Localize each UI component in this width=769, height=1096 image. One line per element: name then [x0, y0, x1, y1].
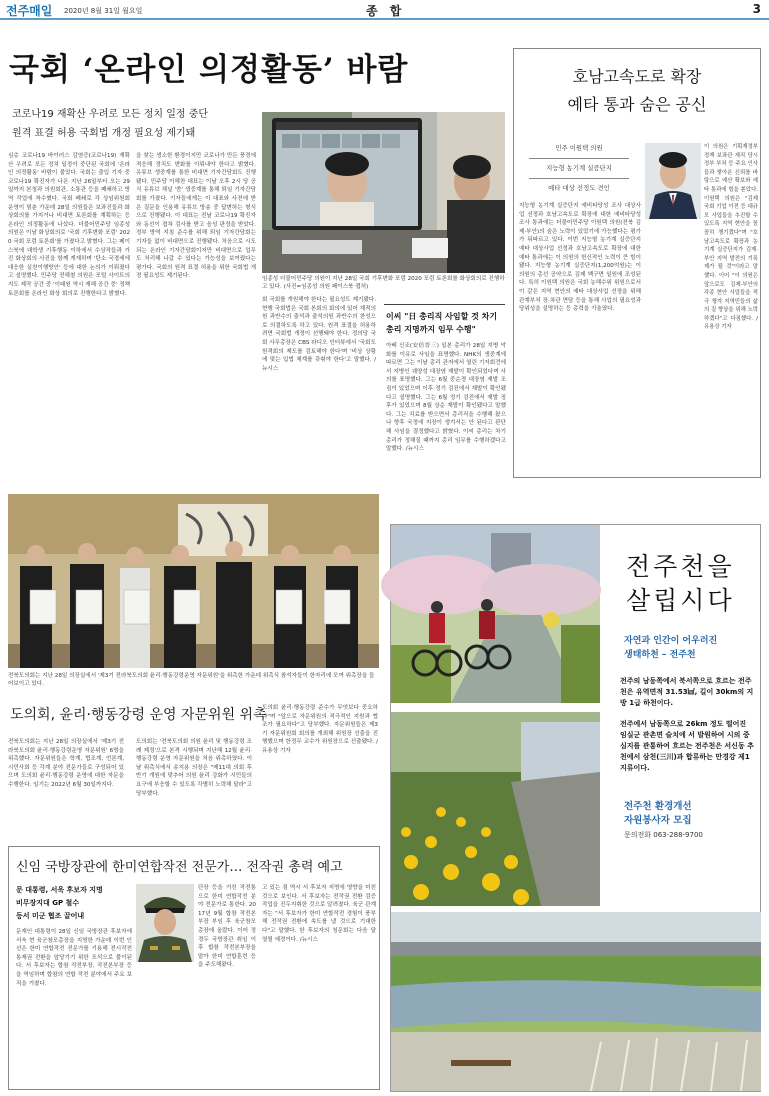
right-box-rule-2: [529, 178, 629, 179]
defense-col2: 단장 등을 거친 작전통으로 한미 연합작전 분야 전문가로 통한다. 2017년 9월 합참 작전본부장 부임 후 육군참모총장에 올랐다. 이어 정경두 국방장관 취임 이후 합참 작전본부장을 맡아 한미 연합훈련 등을 주도해왔다.: [198, 885, 256, 969]
ad-org-1: 전주천 환경개선: [624, 801, 692, 812]
abe-rule: [384, 304, 505, 305]
council-col3: 도의회 윤리·행동강령 준수가 무엇보다 중요하다"며 "앞으로 자문위원의 적극적인 지원과 협조가 필요하다"고 당부했다. 자문위원들은 제3기 자문위원회 회의를 개최해 위원장 선출을 진행했으며 한정무 교수가 위원장으로 선출됐다. /유용상 기자: [262, 705, 378, 754]
defense-portrait: [136, 884, 194, 962]
ad-title-1: 전주천을: [626, 552, 735, 581]
ad-org-2: 자원봉사자 모집: [624, 815, 692, 826]
right-box-subhead-2: 지능형 농기계 실증단지: [546, 164, 612, 172]
defense-headline: 신임 국방장관에 한미연합작전 전문가… 전작권 총력 예고: [16, 860, 343, 875]
right-box-subheads: [519, 143, 639, 194]
ad-photo-cyclists: [391, 525, 600, 703]
main-headline: 국회 ‘온라인 의정활동’ 바람: [9, 52, 409, 88]
right-box-body-left: 지능형 농기계 실증단지 예비타당성 조사 대상사업 선정과 호남고속도로 확장에 대한 예비타당성 조사 통과에는 더불어민주당 이원택 의원(전북 김제·부안)의 숨은 노력이 있었기에 가능했다는 평가가 뒤따르고 있다. 이번 지능형 농기계 실증단지 예타 대상사업 선정과 호남고속도로 확장에 대한 예타 통과에는 이 의원의 헌신적인 노력이 큰 힘이 됐다. 지능형 농기계 실증단지(1,200억원)는 이 의원의 총선 공약으로 김제 백구면 일원에 조성된다. 특히 이원택 의원은 국회 농해수위 위원으로서 이 같은 지역 현안의 예타 대상사업 선정을 위해 관계부처 장·차관 면담 등을 통해 사업의 필요성과 당위성을 설명하는 등 총력을 기울였다.: [519, 203, 641, 313]
ad-title-2: 살립시다: [626, 586, 735, 615]
defense-subheads: [16, 884, 132, 923]
page-number: 3: [752, 2, 761, 16]
right-box-body-right: 이 의원은 기획재정부 정책 보좌관 재직 당시 정부 부처 등 주요 인사들과 쌓아온 신뢰를 바탕으로 예산 확보와 예타 통과에 힘을 쏟았다. 이원택 의원은 "김제 국회 기업 이전 등 대규모 사업들을 추진할 수 있도록 지역 현안을 꼼꼼히 챙기겠다"며 "호남고속도로 확장과 농기계 실증단지가 김제·부안 지역 발전의 기폭제가 될 것"이라고 말했다. 이어 "이 의원은 앞으로도 김제·부안의 각종 현안 사업들을 적극 챙겨 지역민들의 삶의 질 향상을 위해 노력하겠다"고 다짐했다. /유용상 기자: [704, 144, 758, 331]
council-col2: 도의회는 '전북도의회 의원 윤리 및 행동강령 조례 제정'으로 본격 시행되며 지난해 12월 윤리·행동강령 운영 자문위원을 처음 위촉하였다. 이날 위촉식에서 송지용 의장은 "제11대 의회 후반기 개원에 맞추어 의원 윤리 강화가 시민들의 요구에 부응할 수 있도록 각별히 노력해 달라"고 당부했다.: [136, 739, 252, 797]
issue-date: 2020년 8월 31일 월요일: [64, 7, 143, 15]
river-illustration: [391, 912, 761, 1091]
main-article-col3: 회 국회를 개원해야 한다는 필요성도 제기됐다. 현행 국회법은 국회 본회의 회의에 있어 재적의원 과반수의 출석과 출석의원 과반수의 찬성으로 의결하도록 하고 있다. 원격 표결을 허용하려면 국회법 개정이 선행돼야 한다. 정의당 국회 사무총장은 CBS 라디오 인터뷰에서 '국회도 원격회의 제도를 검토해야 한다'며 '비상 상황에 맞는 입법 체계를 갖춰야 한다'고 말했다. /뉴시스: [262, 297, 376, 372]
right-box-title-2: 예타 통과 숨은 공신: [567, 95, 707, 114]
council-photo-caption: 전북도의회는 지난 28일 의장실에서 '제3기 전라북도의회 윤리·행동강령운영 자문위원'을 위촉한 가운데 위촉식 참석자들이 한자리에 모여 위촉장을 들어보이고 있다.: [8, 673, 375, 687]
main-photo-caption: [262, 275, 505, 291]
section-title: 종 합: [366, 4, 406, 18]
portrait-illustration: [645, 143, 701, 219]
right-box-subhead-1: 민주 이원택 의원: [555, 144, 603, 152]
council-col1: 전북도의회는 지난 28일 의장실에서 '제3기 전라북도의회 윤리·행동강령운영 자문위원' 6명을 위촉했다. 자문위원들은 학계, 법조계, 언론계, 시민사회 등 각계 분야 전문가들로 구성되어 있으며 도의회 윤리·행동강령 운영에 대한 자문을 수행한다. 임기는 2022년 6월 30일까지다.: [8, 739, 124, 788]
main-photo-caption-text: 임종성 더불어민주당 의원이 지난 28일 국회 기후변화 포럼 2020 포럼 토론회를 화상회의로 진행하고 있다.: [262, 276, 505, 290]
defense-subhead-3: 등서 미군 협조 끌어내: [16, 912, 85, 920]
right-box-subhead-3: 예타 대상 선정도 견인: [548, 184, 610, 192]
cyclists-illustration: [391, 525, 600, 703]
ad-contact: 문의전화 063-288-9700: [624, 831, 703, 839]
group-photo-illustration: [8, 494, 379, 668]
ad-body-1: 전주의 남동쪽에서 북서쪽으로 흐르는 전주천은 유역면적 31.53㎢, 길이 30km의 지방 1급 하천이다.: [620, 677, 754, 707]
ad-photo-river: [391, 912, 761, 1091]
abe-article-body: 아베 신조(安倍晋三) 일본 총리가 28일 지병 악화를 이유로 사임을 표명했다. NHK의 생중계에 따르면 그는 이날 총리 관저에서 열린 기자회견에서 지병인 궤양성 대장염 재발이 확인되었다며 사의를 표명했다. 그는 6월 중순경 대장염 재발 조짐이 있었으며 이후 정기 검진에서 재발이 확인됐다고 설명했다. 그는 6월 정기 검진에서 재발 징후가 있었으며 8월 상순 재발이 확인됐다고 말했다. 그는 치료를 받으면서 총리직을 수행해 왔으나 향후 국정에 지장이 생겨서는 안 된다고 판단해 사임을 결정했다고 밝혔다. 이씨 총리는 차기 총리가 정해질 때까지 총리 임무를 수행하겠다고 말했다. /뉴시스: [386, 343, 506, 453]
defense-subhead-2: 비무장지대 GP 철수: [16, 899, 80, 907]
defense-col1: 문재인 대통령이 28일 신임 국방장관 후보자에 서욱 현 육군참모총장을 지명한 가운데 이번 인선은 한미 연합작전 전문가를 기용해 전시작전통제권 전환을 앞당기기 위한 포석으로 풀이된다. 서 후보자는 합참 작전부장, 작전본부장 등을 역임하며 합참의 연합 작전 분야에서 주요 보직을 거쳤다.: [16, 929, 132, 987]
main-article-col2: 을 찾는 생소한 환경이지만 코로나가 만든 풍경에 적응해 정치도 변화를 이뤄내야 한다고 밝혔다. 유튜브 생중계를 통한 비대면 기자간담회도 진행됐다. 민주당 이해찬 대표는 이날 오후 2시 당 공식 유튜브 채널 '씀' 생중계를 통해 퇴임 기자간담회를 가졌다. 기자들에게는 이 대표와 사전에 받은 질문을 인용해 유튜브 방송 중 답변하는 형식으로 진행됐다. 이 대표는 전날 코로나19 확진자와 동선이 겹쳐 검사를 받고 음성 판정을 받았다. 정부 방역 지침 준수를 위해 퇴임 기자간담회는 기자들 없이 비대면으로 진행됐다. 처음으로 시도되는 온라인 기자간담회이지만 비대면으로 업무도 처리해 나갈 수 있다는 가능성을 보여줬다는 평가다. 국회의 원격 표결 허용을 위한 국회법 개정 필요성도 제기된다.: [136, 153, 256, 280]
ad-text-panel: [604, 528, 758, 908]
council-headline: 도의회, 윤리·행동강령 운영 자문위원 위촉: [10, 707, 267, 723]
right-box-rule-1: [529, 158, 629, 159]
main-subhead-1: 코로나19 재확산 우려로 모든 정치 일정 중단: [12, 109, 209, 120]
video-conference-illustration: [262, 112, 505, 273]
abe-headline: 이씨 "日 총리직 사임할 것 차기 총리 지명까지 임무 수행": [386, 312, 498, 334]
defense-col3: 고 있는 점 역시 서 후보자 지명에 영향을 미친 것으로 보인다. 서 후보자는 전작권 전환 검증 작업을 진두지휘한 것으로 알려졌다. 육군 관계자는 "서 후보자가 한미 연합작전 경험이 풍부해 전작권 전환에 속도를 낼 것으로 기대한다"고 말했다. 한 후보자의 청문회는 다음 달 열릴 예정이다. /뉴시스: [262, 885, 376, 943]
ad-photo-flowers: [391, 712, 600, 906]
main-photo-credit: (사진=임종성 의원 페이스북 캡처): [283, 284, 369, 290]
ad-tagline-1: 자연과 인간이 어우러진: [624, 636, 718, 646]
main-photo: [262, 112, 505, 273]
main-subhead-2: 원격 표결 허용 국회법 개정 필요성 제기돼: [12, 128, 196, 139]
right-box-title-1: 호남고속도로 확장: [572, 67, 702, 86]
ad-tagline-2: 생태하천 – 전주천: [624, 650, 696, 660]
masthead: 전주매일: [6, 4, 53, 18]
officer-portrait-illustration: [136, 884, 194, 962]
defense-subhead-1: 문 대통령, 서욱 후보자 지명: [16, 886, 103, 894]
council-group-photo: [8, 494, 379, 668]
right-box-portrait: [645, 143, 701, 219]
ad-body-2: 전주에서 남동쪽으로 26km 정도 떨어진 임실군 관촌면 슬치에 서 발원하여 시의 중심지를 관통하여 흐르는 전주천은 서신동 추천에서 삼천(三川)과 합류하는 만경강 제1지류이다.: [620, 720, 754, 772]
main-article-col1: 심층 코로나19 바이러스 감염증(코로나19) 재확산 우려로 모든 정치 일정이 중단된 국회에 '온라인 의정활동' 바람이 불었다. 국회는 출입 기자 중 코로나19 확진자가 나온 지난 26일부터 오는 29일까지 본청과 의원회관, 소통관 등을 폐쇄하고 방역 작업에 착수했다. 국회 폐쇄로 각 상임위원회 운영이 멈춘 가운데 28일 의원들은 보좌진들과 화상회의를 가지거나 비대면 토론회를 계획하는 등 온라인 의정활동에 나섰다. 더불어민주당 임종성 의원은 이날 화상회의로 '국회 기후변화 포럼' 2020 국회 포럼 토론회'를 가졌다고 밝혔다. 그는 페이스북에 대학생 기후행동 이하에서 수상작들과 가진 화상회의 사진을 함께 게재하며 '탄소 국경세에 대응한 실천이행방안' 등에 대한 논의가 이뤄졌다고 설명했다. 민주당 전해철 의원은 포털 사이트의 지도 제작 공간 중 '이태원 역시 재해 공간 중' 정책 토론회를 온라인 화상 회의로 진행한다고 밝혔다.: [8, 153, 130, 297]
flowers-illustration: [391, 712, 600, 906]
